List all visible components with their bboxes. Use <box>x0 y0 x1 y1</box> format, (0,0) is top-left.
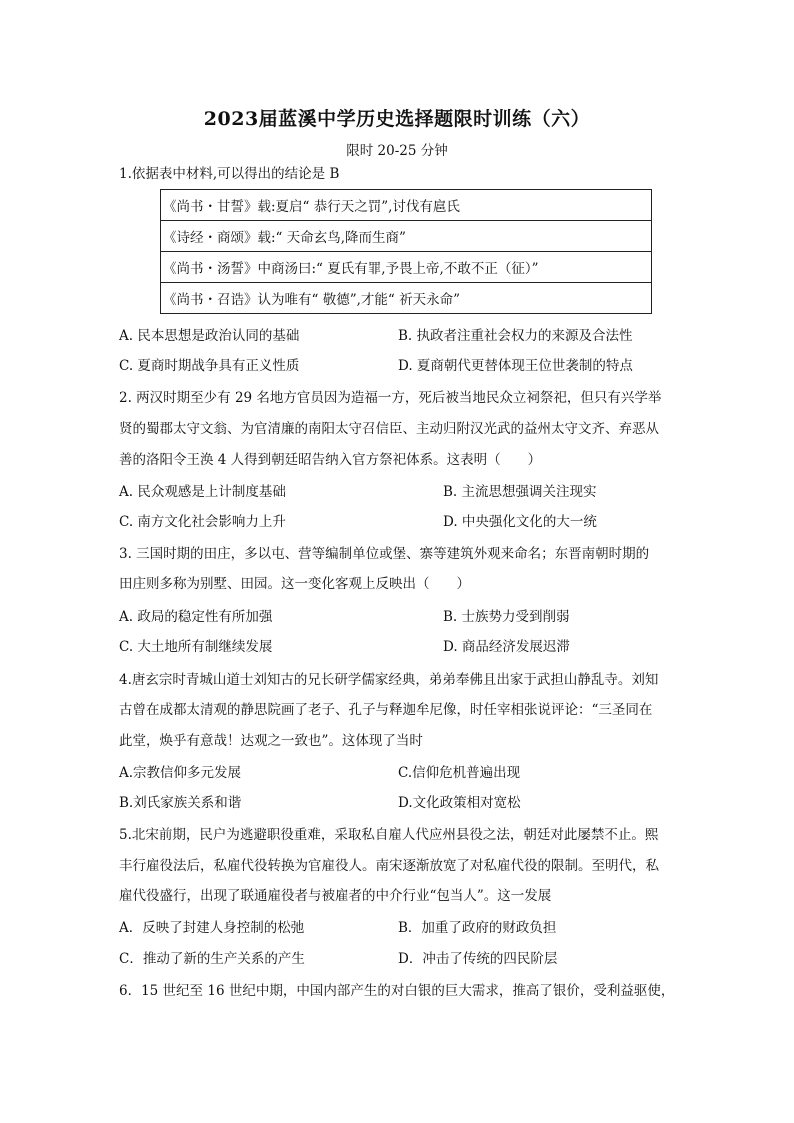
table-row <box>161 221 652 252</box>
q3-option-c: C. 大土地所有制继续发展 <box>119 639 273 655</box>
q1-stem: 1.依据表中材料,可以得出的结论是 B <box>119 166 340 182</box>
table-cell: 《尚书・汤誓》中商汤曰:“ 夏氏有罪,予畏上帝,不敢不正（征）” <box>161 252 652 283</box>
table-row <box>161 190 652 221</box>
table-cell: 《诗经・商颂》载:“ 天命玄鸟,降而生商” <box>161 221 652 252</box>
q1-source-table <box>160 189 652 314</box>
q4-line: 古曾在成都太清观的静思院画了老子、孔子与释迦牟尼像，时任宰相张说评论：“三圣同在 <box>119 702 653 718</box>
q6-line: 6．15 世纪至 16 世纪中期，中国内部产生的对白银的巨大需求，推高了银价，受利益驱使， <box>119 983 675 999</box>
q5-line: 丰行雇役法后，私雇代役转换为官雇役人。南宋逐渐放宽了对私雇代役的限制。至明代，私 <box>119 858 659 874</box>
q3-option-a: A. 政局的稳定性有所加强 <box>119 609 273 625</box>
table-row <box>161 283 652 314</box>
q3-option-b: B. 士族势力受到削弱 <box>443 609 570 625</box>
q5-option-a: A．反映了封建人身控制的松弛 <box>119 920 305 936</box>
q2-line: 善的洛阳令王涣 4 人得到朝廷昭告纳入官方祭祀体系。这表明（ ） <box>119 452 542 468</box>
q1-option-b: B. 执政者注重社会权力的来源及合法性 <box>398 328 633 344</box>
q4-line: 此堂，焕乎有意哉！达观之一致也”。这体现了当时 <box>119 733 423 749</box>
q2-line: 贤的蜀郡太守文翁、为官清廉的南阳太守召信臣、主动归附汉光武的益州太守文齐、弃恶从 <box>119 421 659 437</box>
q1-option-d: D. 夏商朝代更替体现王位世袭制的特点 <box>398 358 633 374</box>
q4-option-c: C.信仰危机普遍出现 <box>398 765 521 781</box>
q2-option-d: D. 中央强化文化的大一统 <box>443 514 597 530</box>
q4-option-d: D.文化政策相对宽松 <box>398 795 521 811</box>
q5-option-d: D．冲击了传统的四民阶层 <box>398 951 558 967</box>
q3-line: 3. 三国时期的田庄，多以屯、营等编制单位或堡、寨等建筑外观来命名；东晋南朝时期的 <box>119 546 650 562</box>
q3-option-d: D. 商品经济发展迟滞 <box>443 639 570 655</box>
table-cell: 《尚书・甘誓》载:夏启“ 恭行天之罚”,讨伐有扈氏 <box>161 190 652 221</box>
page-title: 2023届蓝溪中学历史选择题限时训练（六） <box>203 108 591 130</box>
q5-option-c: C．推动了新的生产关系的产生 <box>119 951 305 967</box>
time-limit: 限时 20-25 分钟 <box>346 143 448 159</box>
table-row <box>161 252 652 283</box>
q2-option-a: A. 民众观感是上计制度基础 <box>119 484 286 500</box>
q5-option-b: B．加重了政府的财政负担 <box>398 920 557 936</box>
table-cell: 《尚书・召诰》认为唯有“ 敬德”,才能“ 祈天永命” <box>161 283 652 314</box>
q4-option-b: B.刘氏家族关系和谐 <box>119 795 242 811</box>
q5-line: 5.北宋前期，民户为逃避职役重难，采取私自雇人代应州县役之法，朝廷对此屡禁不止。熙 <box>119 827 659 843</box>
q2-line: 2. 两汉时期至少有 29 名地方官员因为造福一方，死后被当地民众立祠祭祀，但只有兴学举 <box>119 390 662 406</box>
q2-option-c: C. 南方文化社会影响力上升 <box>119 514 286 530</box>
q4-line: 4.唐玄宗时青城山道士刘知古的兄长研学儒家经典，弟弟奉佛且出家于武担山静乱寺。刘知 <box>119 672 659 688</box>
q5-line: 雇代役盛行，出现了联通雇役者与被雇者的中介行业“包当人”。这一发展 <box>119 888 552 904</box>
q1-option-c: C. 夏商时期战争具有正义性质 <box>119 358 300 374</box>
q3-line: 田庄则多称为别墅、田园。这一变化客观上反映出（ ） <box>119 576 470 592</box>
q4-option-a: A.宗教信仰多元发展 <box>119 765 242 781</box>
q1-option-a: A. 民本思想是政治认同的基础 <box>119 328 300 344</box>
q2-option-b: B. 主流思想强调关注现实 <box>443 484 597 500</box>
